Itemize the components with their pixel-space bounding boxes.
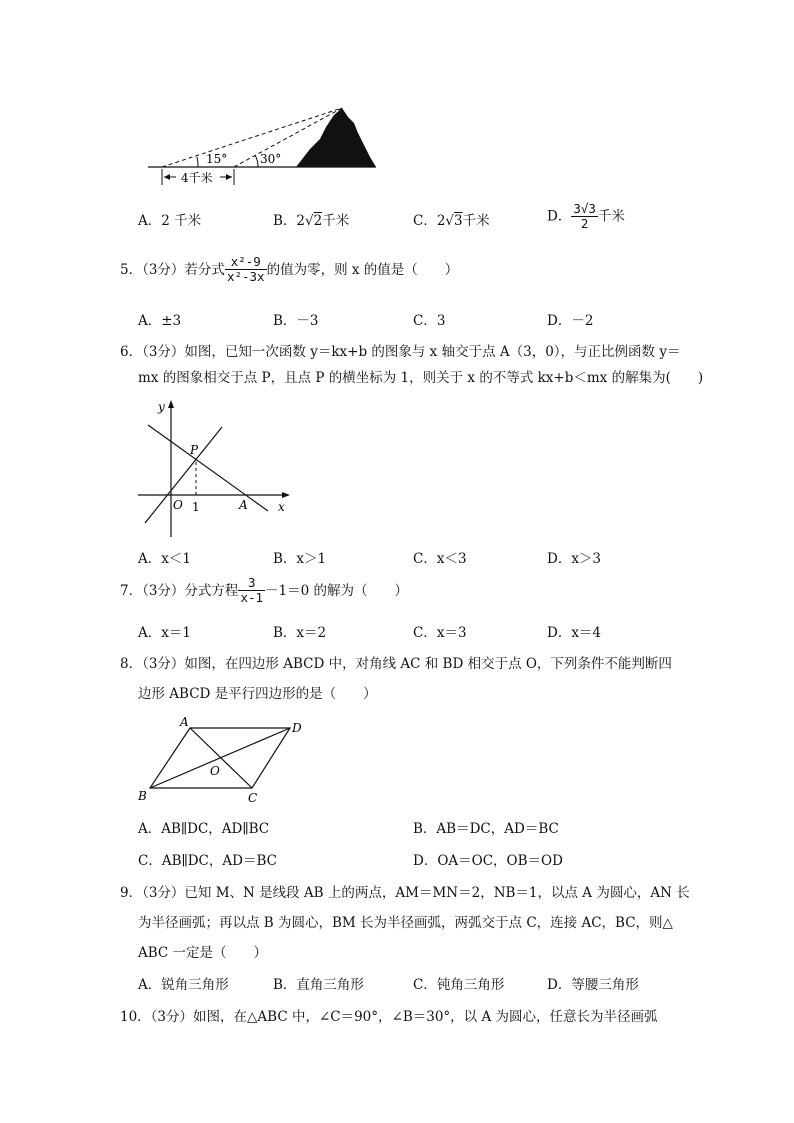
sqrt-symbol: √ xyxy=(305,213,314,229)
angle-30-label: 30° xyxy=(260,152,282,166)
p-label: P xyxy=(190,443,199,457)
sqrt-symbol: √ xyxy=(445,213,455,229)
q6-graph-figure xyxy=(130,395,305,545)
q8-stem-line1: 8．（3分）如图，在四边形 ABCD 中，对角线 AC 和 BD 相交于点 O，下列条件不能判断四 xyxy=(120,656,672,672)
q5-stem: 5．（3分）若分式 $\frac{\text{x²-9}}{\text{x²-3x}}$ 的值为零，则 x 的值是（ ） xyxy=(120,254,459,284)
q6-option-c[interactable]: C．x＜3 xyxy=(413,551,467,567)
q8-stem-line2: 边形 ABCD 是平行四边形的是（ ） xyxy=(138,686,377,702)
line-mx xyxy=(145,427,222,523)
q8-option-c[interactable]: C．AB∥DC，AD＝BC xyxy=(138,853,277,869)
q9-option-a[interactable]: A．锐角三角形 xyxy=(138,977,229,993)
q6-option-a[interactable]: A．x＜1 xyxy=(138,551,191,567)
o-label: O xyxy=(173,498,183,512)
q5-option-a[interactable]: A．±3 xyxy=(138,313,182,329)
q10-stem-line1: 10．（3分）如图，在△ABC 中，∠C＝90°，∠B＝30°，以 A 为圆心，任意长为半径画弧 xyxy=(120,1009,658,1025)
diagonal-bd xyxy=(150,728,290,788)
y-label: y xyxy=(158,400,165,414)
label-c: C xyxy=(248,791,258,805)
one-label: 1 xyxy=(192,500,200,514)
angle-15-label: 15° xyxy=(206,152,228,166)
q8-option-d[interactable]: D．OA＝OC，OB＝OD xyxy=(413,853,563,869)
q4-option-b[interactable]: B．2√2千米 xyxy=(273,213,350,229)
q9-stem-line2: 为半径画弧；再以点 B 为圆心，BM 长为半径画弧，两弧交于点 C，连接 AC，BC，则△ xyxy=(138,915,673,931)
q9-option-d[interactable]: D．等腰三角形 xyxy=(547,977,639,993)
q4-option-c[interactable]: C．2√3千米 xyxy=(413,213,490,229)
q4-option-d[interactable]: D． $\frac{3√3}{2}$ 千米 xyxy=(547,201,625,231)
label-a: A xyxy=(180,715,189,729)
q9-option-b[interactable]: B．直角三角形 xyxy=(273,977,364,993)
q5-option-c[interactable]: C．3 xyxy=(413,313,446,329)
q7-stem: 7．（3分）分式方程 $\frac{3}{x-1}$ －1＝0 的解为（ ） xyxy=(120,575,408,605)
q7-option-d[interactable]: D．x＝4 xyxy=(547,625,602,641)
mountain-shape xyxy=(296,108,376,167)
label-b: B xyxy=(138,789,147,803)
q9-option-c[interactable]: C．钝角三角形 xyxy=(413,977,505,993)
line-kx-b xyxy=(148,425,268,511)
q7-option-b[interactable]: B．x＝2 xyxy=(273,625,327,641)
q6-option-b[interactable]: B．x＞1 xyxy=(273,551,327,567)
label-o: O xyxy=(210,764,220,778)
q5-option-b[interactable]: B．－3 xyxy=(273,313,319,329)
q5-option-d[interactable]: D．－2 xyxy=(547,313,594,329)
q6-stem-line2: mx 的图象相交于点 P，且点 P 的横坐标为 1，则关于 x 的不等式 kx+b＜mx 的解集为( ) xyxy=(138,370,704,386)
q4-option-a[interactable]: A．2 千米 xyxy=(138,213,202,229)
q8-parallelogram-figure xyxy=(130,710,320,810)
x-label: x xyxy=(278,500,285,514)
q6-option-d[interactable]: D．x＞3 xyxy=(547,551,602,567)
distance-label: 4千米 xyxy=(181,171,213,185)
q9-stem-line1: 9．（3分）已知 M、N 是线段 AB 上的两点，AM＝MN＝2，NB＝1，以点 A 为圆心，AN 长 xyxy=(120,885,690,901)
d-fraction: $\frac{3√3}{2}$ xyxy=(573,201,596,231)
a-label: A xyxy=(239,498,248,512)
q5-fraction: $\frac{\text{x²-9}}{\text{x²-3x}}$ xyxy=(226,254,265,284)
q8-option-b[interactable]: B．AB＝DC，AD＝BC xyxy=(413,821,559,837)
label-d: D xyxy=(292,721,302,735)
q7-option-c[interactable]: C．x＝3 xyxy=(413,625,467,641)
q7-fraction: $\frac{3}{x-1}$ xyxy=(240,575,264,605)
q6-stem-line1: 6．（3分）如图，已知一次函数 y＝kx+b 的图象与 x 轴交于点 A（3，0），与正比例函数 y＝ xyxy=(120,344,681,360)
q8-option-a[interactable]: A．AB∥DC，AD∥BC xyxy=(138,821,270,837)
q4-mountain-figure xyxy=(140,105,390,190)
q9-stem-line3: ABC 一定是（ ） xyxy=(138,945,268,961)
q7-option-a[interactable]: A．x＝1 xyxy=(138,625,191,641)
